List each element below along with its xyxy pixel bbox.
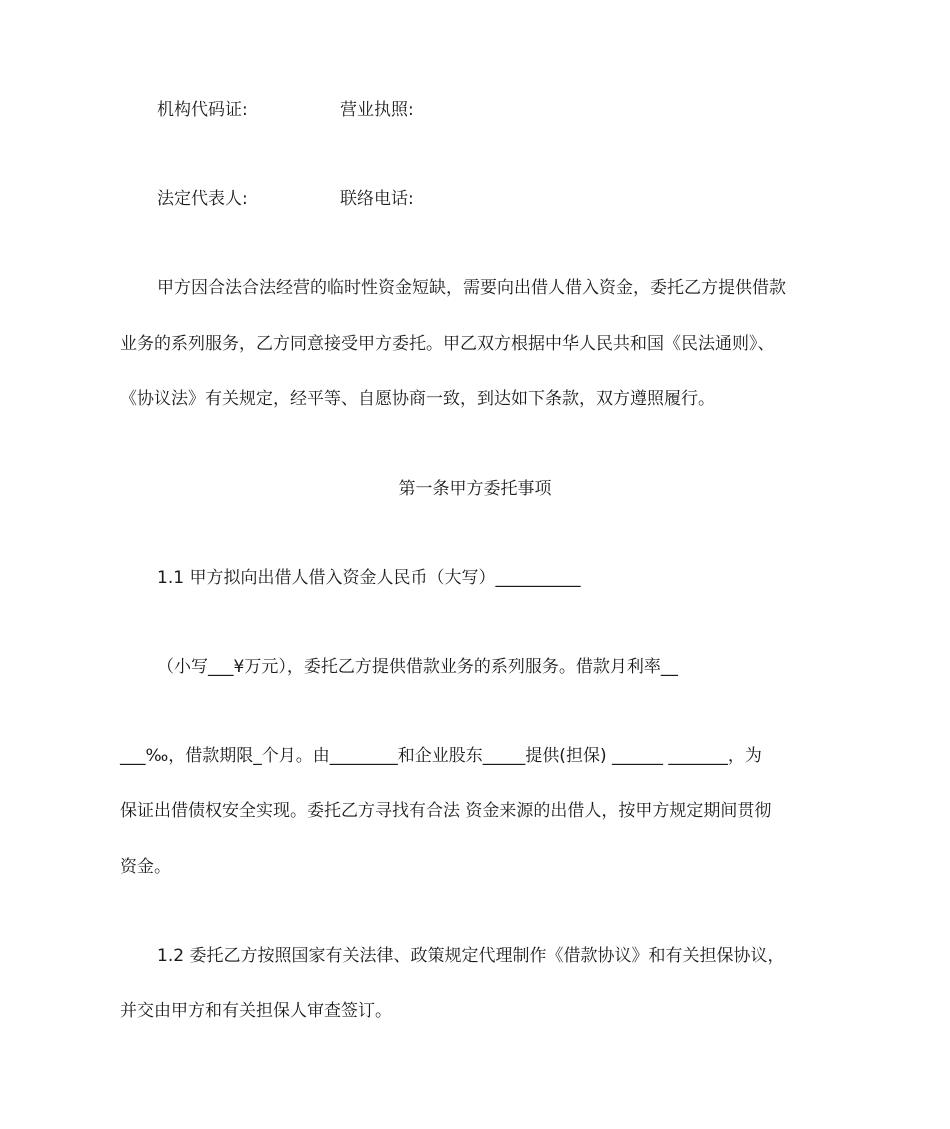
preamble-line-1: 甲方因合法合法经营的临时性资金短缺，需要向出借人借入资金，委托乙方提供借款 xyxy=(157,278,786,298)
clause-1-2-line-1: 1.2 委托乙方按照国家有关法律、政策规定代理制作《借款协议》和有关担保协议， xyxy=(157,946,785,966)
clause-1-1-line-4: 保证出借债权安全实现。委托乙方寻找有合法 资金来源的出借人，按甲方规定期间贯彻 xyxy=(120,801,772,821)
clause-1-1-line-2: （小写___¥万元），委托乙方提供借款业务的系列服务。借款月利率__ xyxy=(157,657,678,677)
legal-representative-label: 法定代表人: xyxy=(157,189,248,209)
clause-1-2-line-2: 并交由甲方和有关担保人审查签订。 xyxy=(120,1001,392,1021)
clause-1-1-line-1: 1.1 甲方拟向出借人借入资金人民币（大写）__________ xyxy=(157,568,581,588)
article-1-heading: 第一条甲方委托事项 xyxy=(398,479,552,499)
org-code-label: 机构代码证: xyxy=(157,100,248,120)
preamble-line-3: 《协议法》有关规定，经平等、自愿协商一致，到达如下条款，双方遵照履行。 xyxy=(120,389,715,409)
preamble-line-2: 业务的系列服务，乙方同意接受甲方委托。甲乙双方根据中华人民共和国《民法通则》、 xyxy=(120,334,775,354)
business-license-label: 营业执照: xyxy=(340,100,414,120)
clause-1-1-line-3: ___‰，借款期限_个月。由________和企业股东_____提供(担保) ______ _______，为 xyxy=(120,746,762,766)
phone-label: 联络电话: xyxy=(340,189,414,209)
clause-1-1-line-5: 资金。 xyxy=(120,857,171,877)
